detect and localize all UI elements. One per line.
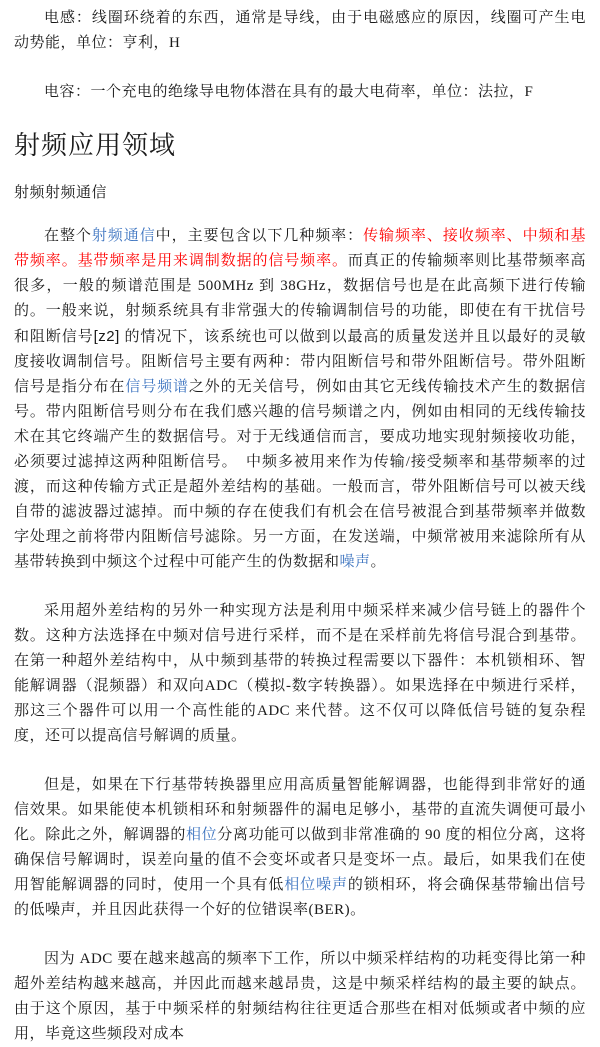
inline-link[interactable]: 噪声: [339, 554, 371, 570]
body-text-run: 因为 ADC 要在越来越高的频率下工作，所以中频采样结构的功耗变得比第一种超外差结构越来越高，并因此而越来越昂贵，这是中频采样结构的最主要的缺点。由于这个原因，基于中频采样的射频结构往往更适合那些在相对低频或者中频的应用，毕竟这些频段对成本: [14, 951, 586, 1042]
body-text-run: 但是，如果在下行基带转换器里应用高质量智能解调器，也能得到非常好的通信效果。如果能使本机锁相环和射频器件的漏电足够小，基带的直流失调便可最小化。除此之外，解调器的: [14, 777, 586, 843]
paragraph-smart-demodulator: [14, 773, 586, 923]
body-text-run: 分离功能可以做到非常准确的 90 度的相位分离，这将确保信号解调时，误差向量的值不会变坏或者只是变坏一点。最后，如果我们在使用智能解调器的同时，使用一个具有低: [14, 827, 586, 893]
page-title: 射频应用领域: [14, 131, 177, 160]
body-text-run: 。: [370, 554, 387, 570]
section-subtitle: 射频射频通信: [14, 185, 108, 201]
paragraph-rf-frequencies: [14, 224, 586, 575]
paragraph-if-sampling: [14, 599, 586, 749]
body-text-run: 采用超外差结构的另外一种实现方法是利用中频采样来减少信号链上的器件个数。这种方法选择在中频对信号进行采样，而不是在采样前先将信号混合到基带。在第一种超外差结构中，从中频到基带的转换过程需要以下器件：本机锁相环、智能解调器（混频器）和双向ADC（模拟-数字转换器）。如果选择在中频进行采样，那这三个器件可以用一个高性能的ADC 来代替。这不仅可以降低信号链的复杂程度，还可以提高信号解调的质量。: [14, 603, 586, 744]
body-text-run: 的锁相环，将会确保基带输出信号的低噪声，并且因此获得一个好的位错误率(BER)。: [14, 877, 586, 918]
body-text-run: 中，主要包含以下几种频率：: [155, 228, 364, 244]
paragraph-inductance: [14, 6, 586, 56]
body-text-run: 电感：线圈环绕着的东西，通常是导线，由于电磁感应的原因，线圈可产生电动势能，单位：亨利，H: [14, 10, 586, 51]
paragraph-adc-power-cost: [14, 947, 586, 1047]
inline-link[interactable]: 射频通信: [91, 228, 156, 244]
body-text-run: 而真正的传输频率则比基带频率高很多，一般的频谱范围是 500MHz 到 38GHz，数据信号也是在此高频下进行传输的。一般来说，射频系统具有非常强大的传输调制信号的功能，即使在有干扰信号和阻断信号: [14, 253, 586, 345]
paragraph-capacitance: [14, 80, 586, 105]
body-text-run: 的情况下，该系统也可以做到以最高的质量发送并且以最好的灵敏度接收调制信号。阻断信号主要有两种：带内阻断信号和带外阻断信号。带外阻断信号是指分布在: [14, 329, 586, 395]
inline-link[interactable]: 相位噪声: [284, 877, 348, 893]
comment-marker: [z2]: [93, 328, 120, 345]
red-emphasis-text: 传输频率、接收频率、中频和基带频率。基带频率是用来调制数据的信号频率。: [14, 228, 586, 269]
body-text-run: 在整个: [44, 228, 92, 244]
inline-link[interactable]: 相位: [186, 827, 218, 843]
inline-link[interactable]: 信号频谱: [125, 379, 189, 395]
body-text-run: 之外的无关信号，例如由其它无线传输技术产生的数据信号。带内阻断信号则分布在我们感兴趣的信号频谱之内，例如由相同的无线传输技术在其它终端产生的数据信号。对于无线通信而言，要成功地实现射频接收功能，必须要过滤掉这两种阻断信号。 中频多被用来作为传输/接受频率和基带频率的过渡，而这种传输方式正是超外差结构的基础。一般而言，带外阻断信号可以被天线自带的滤波器过滤掉。而中频的存在使我们有机会在信号被混合到基带频率并做数字处理之前将带内阻断信号滤除。另一方面，在发送端，中频常被用来滤除所有从基带转换到中频这个过程中可能产生的伪数据和: [14, 379, 586, 570]
body-text-run: 电容：一个充电的绝缘导电物体潜在具有的最大电荷率，单位：法拉，F: [44, 84, 534, 100]
